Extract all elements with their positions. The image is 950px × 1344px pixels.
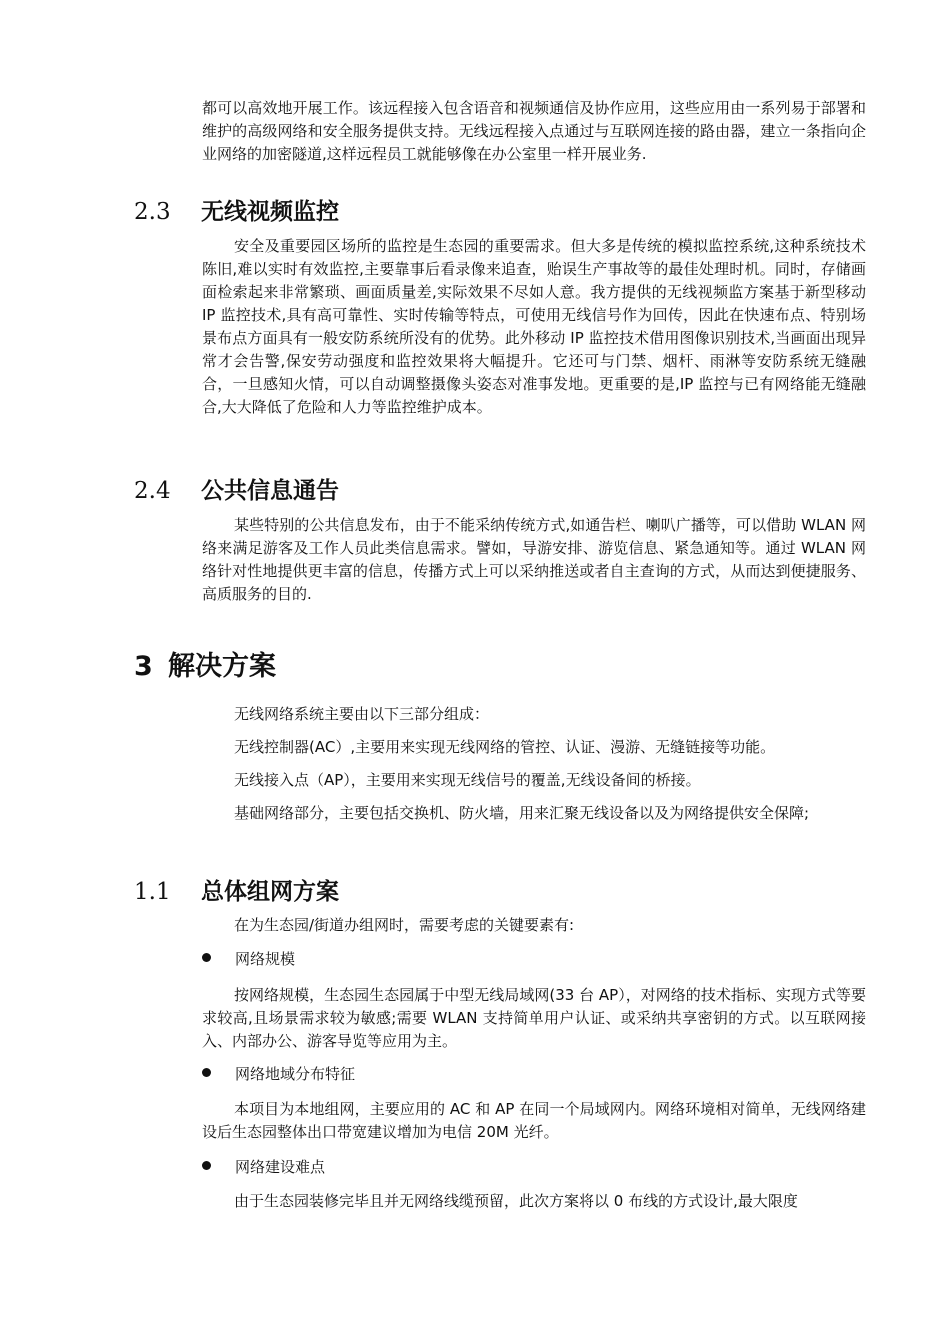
section-2-4-body: 某些特别的公共信息发布，由于不能采纳传统方式,如通告栏、喇叭广播等，可以借助 WLAN 网络来满足游客及工作人员此类信息需求。譬如，导游安排、游览信息、紧急通知等。通过 WLAN 网络针对性地提供更丰富的信息，传播方式上可以采纳推送或者自主查询的方式，从而达到便捷服务、高质服务的目的. bbox=[202, 516, 866, 603]
section-title: 无线视频监控 bbox=[201, 199, 339, 225]
section-title: 总体组网方案 bbox=[201, 879, 339, 905]
bullet-dot-icon bbox=[202, 953, 211, 962]
bullet-item-network-scale bbox=[202, 948, 295, 971]
chapter-heading-3 bbox=[134, 650, 276, 684]
bullet-dot-icon bbox=[202, 1068, 211, 1077]
section-number: 2.3 bbox=[134, 199, 171, 225]
bullet-label: 网络地域分布特征 bbox=[235, 1065, 356, 1083]
bullet-label: 网络建设难点 bbox=[235, 1158, 326, 1176]
bullet-item-construction-difficulty bbox=[202, 1156, 325, 1179]
chapter-3-paragraph-4: 基础网络部分，主要包括交换机、防火墙，用来汇聚无线设备以及为网络提供安全保障; bbox=[234, 804, 810, 822]
chapter-title: 解决方案 bbox=[168, 651, 276, 682]
section-title: 公共信息通告 bbox=[201, 478, 339, 504]
section-heading-1-1 bbox=[134, 877, 339, 907]
section-2-3-body: 安全及重要园区场所的监控是生态园的重要需求。但大多是传统的模拟监控系统,这种系统技术陈旧,难以实时有效监控,主要靠事后看录像来追查，贻误生产事故等的最佳处理时机。同时，存储画面检索起来非常繁琐、画面质量差,实际效果不尽如人意。我方提供的无线视频监方案基于新型移动 IP 监控技术,具有高可靠性、实时传输等特点，可使用无线信号作为回传，因此在快速布点、特别场景布点方面具有一般安防系统所没有的优势。此外移动 IP 监控技术借用图像识别技术,当画面出现异常才会告警,保安劳动强度和监控效果将大幅提升。它还可与门禁、烟杆、雨淋等安防系统无缝融合，一旦感知火情，可以自动调整摄像头姿态对准事发地。更重要的是,IP 监控与已有网络能无缝融合,大大降低了危险和人力等监控维护成本。 bbox=[202, 237, 866, 416]
bullet-label: 网络规模 bbox=[235, 950, 296, 968]
bullet-3-body: 由于生态园装修完毕且并无网络线缆预留，此次方案将以 0 布线的方式设计,最大限度 bbox=[234, 1192, 798, 1210]
section-number: 2.4 bbox=[134, 478, 171, 504]
chapter-3-paragraph-2: 无线控制器(AC）,主要用来实现无线网络的管控、认证、漫游、无缝链接等功能。 bbox=[234, 738, 776, 756]
chapter-number: 3 bbox=[134, 651, 153, 682]
bullet-1-body: 按网络规模，生态园生态园属于中型无线局域网(33 台 AP），对网络的技术指标、实现方式等要求较高,且场景需求较为敏感;需要 WLAN 支持简单用户认证、或采纳共享密钥的方式。以互联网接入、内部办公、游客导览等应用为主。 bbox=[202, 986, 866, 1050]
section-1-1-intro: 在为生态园/街道办组网时，需要考虑的关键要素有: bbox=[234, 916, 575, 934]
section-heading-2-3 bbox=[134, 197, 339, 227]
chapter-3-paragraph-1: 无线网络系统主要由以下三部分组成： bbox=[234, 705, 490, 723]
bullet-2-body: 本项目为本地组网，主要应用的 AC 和 AP 在同一个局域网内。网络环境相对简单，无线网络建设后生态园整体出口带宽建议增加为电信 20M 光纤。 bbox=[202, 1100, 866, 1141]
bullet-dot-icon bbox=[202, 1161, 211, 1170]
section-number: 1.1 bbox=[134, 879, 171, 905]
section-heading-2-4 bbox=[134, 476, 339, 506]
chapter-3-paragraph-3: 无线接入点（AP），主要用来实现无线信号的覆盖,无线设备间的桥接。 bbox=[234, 771, 701, 789]
bullet-item-geographic-distribution bbox=[202, 1063, 355, 1086]
intro-paragraph: 都可以高效地开展工作。该远程接入包含语音和视频通信及协作应用，这些应用由一系列易于部署和维护的高级网络和安全服务提供支持。无线远程接入点通过与互联网连接的路由器，建立一条指向企业网络的加密隧道,这样远程员工就能够像在办公室里一样开展业务. bbox=[202, 99, 866, 163]
